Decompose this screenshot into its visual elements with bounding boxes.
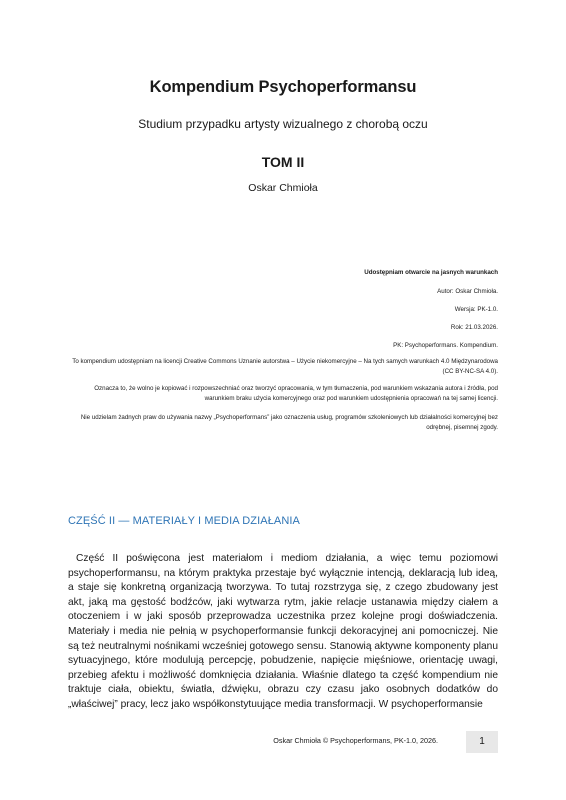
license-meaning-paragraph: Oznacza to, że wolno je kopiować i rozpowszechniać oraz tworzyć opracowania, w tym tłumaczenia, pod warunkiem wskazania autora i źródła, pod warunkiem braku użycia komercyjnego oraz pod warunkiem udostępnienia opracowań na tej samej licencji. xyxy=(94,385,498,402)
license-version-line: Wersja: PK-1.0. xyxy=(454,306,498,313)
license-paragraph: To kompendium udostępniam na licencji Creative Commons Uznanie autorstwa – Użycie niekomercyjne – Na tych samych warunkach 4.0 Międzynarodowa (CC BY-NC-SA 4.0). xyxy=(72,358,498,375)
document-title: Kompendium Psychoperformansu xyxy=(149,78,417,96)
license-year-line: Rok: 21.03.2026. xyxy=(450,324,498,331)
section-body: Część II poświęcona jest materiałom i mediom działania, a więc temu poziomowi psychoperformansu, na którym praktyka przestaje być wyłącznie intencją, deklaracją lub ideą, a staje się konkretną organizacją tworzywa. To tutaj rozstrzyga się, z czego zbudowany jest akt, jaką ma gęstość bodźców, jaki wytwarza rytm, jakie relacje ustanawia między ciałem a otoczeniem i w jaki sposób przeprowadza uczestnika przez kolejne progi doświadczenia. Materiały i media nie pełnią w psychoperformansie funkcji dekoracyjnej ani pomocniczej. Nie są też neutralnymi nośnikami wcześniej gotowego sensu. Stanowią aktywne komponenty planu sytuacyjnego, które modulują percepcję, pobudzenie, napięcie mięśniowe, orientację uwagi, przebieg afektu i możliwość domknięcia działania. Właśnie dlatego ta część kompendium nie traktuje ciała, obiektu, światła, dźwięku, obrazu czy czasu jako osobnych dodatków do „właściwej” pracy, lecz jako współkonstytuujące media transformacji. W psychoperformansie xyxy=(68,553,498,710)
license-trademark-paragraph: Nie udzielam żadnych praw do używania nazwy „Psychoperformans” jako oznaczenia usług, programów szkoleniowych lub działalności komercyjnej bez odrębnej, pisemnej zgody. xyxy=(80,414,498,431)
author-name: Oskar Chmioła xyxy=(248,182,318,194)
license-author-line: Autor: Oskar Chmioła. xyxy=(437,288,498,295)
license-pk-line: PK: Psychoperformans. Kompendium. xyxy=(393,342,498,349)
license-heading: Udostępniam otwarcie na jasnych warunkach xyxy=(364,269,498,276)
page-footer: Oskar Chmioła © Psychoperformans, PK-1.0, 2026. xyxy=(273,736,438,745)
volume-label: TOM II xyxy=(261,154,305,170)
section-heading: CZĘŚĆ II — MATERIAŁY I MEDIA DZIAŁANIA xyxy=(68,515,300,527)
page-number: 1 xyxy=(466,731,498,753)
document-subtitle: Studium przypadku artysty wizualnego z chorobą oczu xyxy=(138,117,428,131)
